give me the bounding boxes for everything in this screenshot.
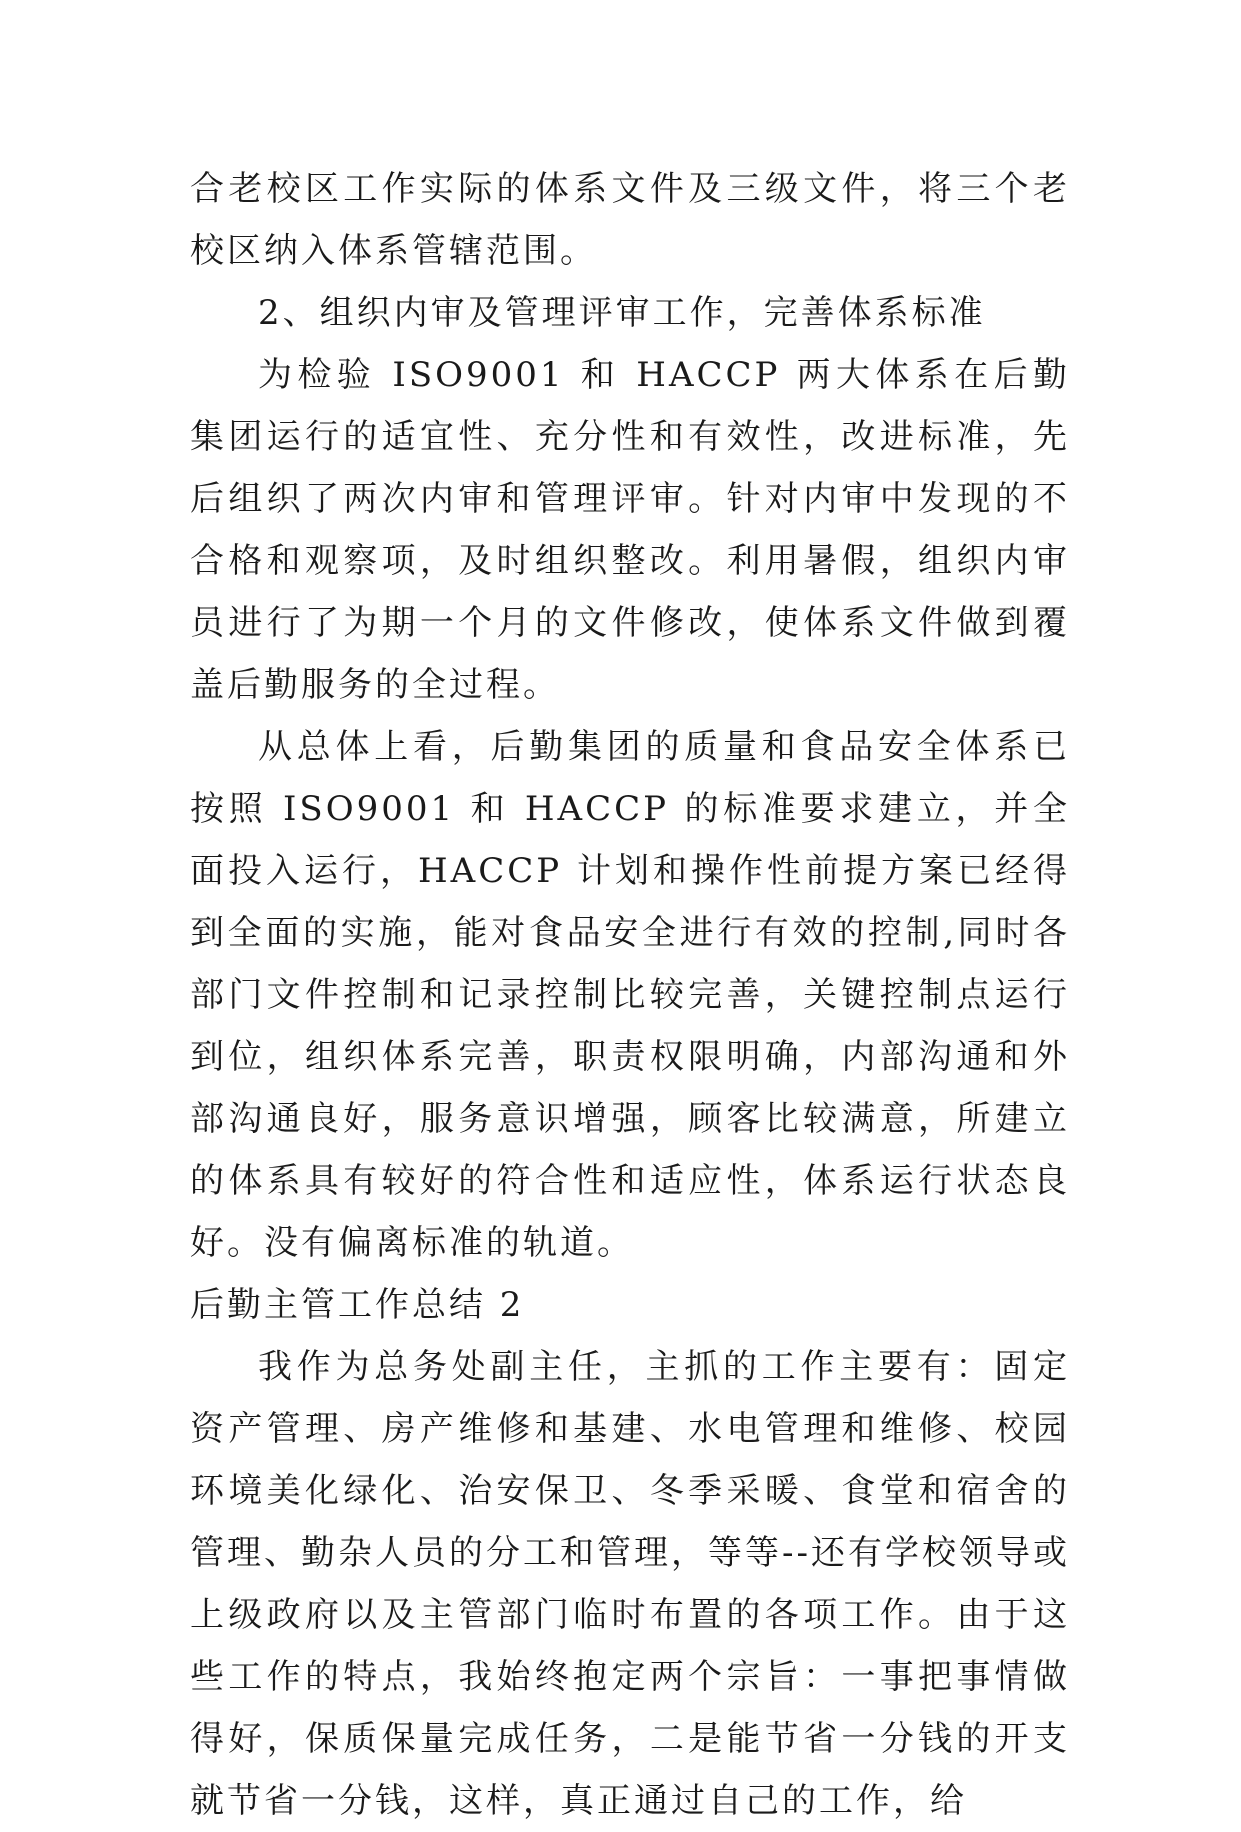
paragraph-duties: 我作为总务处副主任，主抓的工作主要有：固定资产管理、房产维修和基建、水电管理和维修、校园环境美化绿化、治安保卫、冬季采暖、食堂和宿舍的管理、勤杂人员的分工和管理，等等--还有学校领导或上级政府以及主管部门临时布置的各项工作。由于这些工作的特点，我始终抱定两个宗旨：一事把事情做得好，保质保量完成任务，二是能节省一分钱的开支就节省一分钱，这样，真正通过自己的工作，给 [190,1347,1070,1821]
paragraph-audit-details: 为检验 ISO9001 和 HACCP 两大体系在后勤集团运行的适宜性、充分性和有效性，改进标准，先后组织了两次内审和管理评审。针对内审中发现的不合格和观察项，及时组织整改。利用暑假，组织内审员进行了为期一个月的文件修改，使体系文件做到覆盖后勤服务的全过程。 [190,355,1070,705]
section-heading-internal-audit: 2、组织内审及管理评审工作，完善体系标准 [258,293,986,333]
document-body [190,158,1070,1832]
paragraph-overall-summary: 从总体上看，后勤集团的质量和食品安全体系已按照 ISO9001 和 HACCP 的标准要求建立，并全面投入运行，HACCP 计划和操作性前提方案已经得到全面的实施，能对食品安全进行有效的控制,同时各部门文件控制和记录控制比较完善，关键控制点运行到位，组织体系完善，职责权限明确，内部沟通和外部沟通良好，服务意识增强，顾客比较满意，所建立的体系具有较好的符合性和适应性，体系运行状态良好。没有偏离标准的轨道。 [190,727,1070,1263]
paragraph-continuation: 合老校区工作实际的体系文件及三级文件，将三个老校区纳入体系管辖范围。 [190,169,1070,271]
document-title-summary-2: 后勤主管工作总结 2 [190,1285,525,1325]
